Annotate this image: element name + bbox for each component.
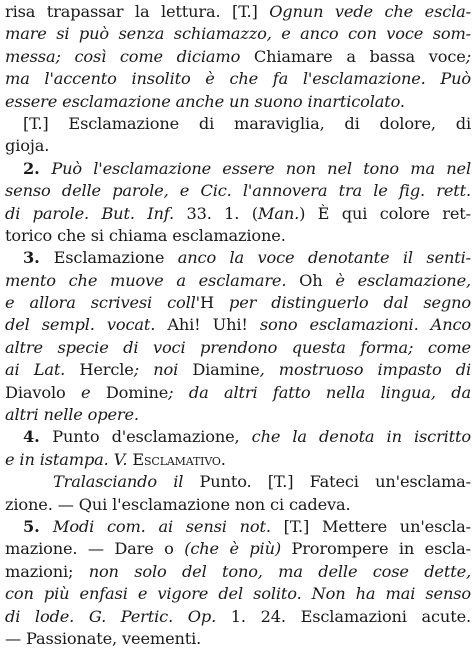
- text-segment: Chiamare a bassa voce: [253, 46, 466, 66]
- text-segment: ) È qui colore ret-: [299, 203, 471, 223]
- text-segment: altri nelle opere.: [5, 405, 139, 425]
- text-segment: è esclamazione,: [322, 270, 471, 290]
- text-line: [5, 337, 471, 359]
- text-line: [5, 91, 471, 113]
- text-segment: torico che si chiama esclamazione.: [5, 225, 286, 245]
- text-line: [5, 270, 471, 292]
- text-line: [5, 23, 471, 45]
- text-segment: ; da altri fatto nella lingua, da: [168, 382, 471, 402]
- text-line: [5, 1, 471, 23]
- text-line: [5, 135, 471, 157]
- text-line: [5, 471, 471, 493]
- text-line: [5, 46, 471, 68]
- text-segment: But. Inf.: [101, 203, 187, 223]
- text-segment: Può l'esclamazione essere non nel tono ma nel: [51, 158, 471, 178]
- text-segment: anco la voce denotante il senti-: [177, 248, 471, 268]
- text-segment: e allora scrivesi coll': [5, 293, 200, 313]
- text-segment: (che è più): [184, 539, 282, 559]
- text-segment: Punto d'esclamazione,: [52, 427, 252, 447]
- text-line: [5, 382, 471, 404]
- text-segment: Esclamativo.: [132, 449, 226, 469]
- text-line: [5, 247, 471, 269]
- text-segment: H: [200, 293, 214, 313]
- text-segment: mazioni;: [5, 561, 89, 581]
- text-segment: 3.: [23, 248, 54, 268]
- text-segment: mento che muove a esclamare.: [5, 270, 300, 290]
- text-segment: , mostruoso impasto di: [259, 360, 471, 380]
- text-segment: 4.: [23, 427, 53, 447]
- text-line: [5, 404, 471, 426]
- text-segment: zione. — Qui l'esclamazione non ci cadeva.: [5, 494, 351, 514]
- text-segment: 2.: [23, 158, 52, 178]
- text-segment: senso delle parole, e Cic. l'annovera tra le fig. rett.: [5, 181, 471, 201]
- text-segment: mazione. — Dare o: [5, 539, 185, 559]
- text-segment: con più enfasi e vigore del solito. Non ha mai senso: [5, 584, 471, 604]
- text-segment: risa trapassar la lettura. [T.]: [5, 2, 270, 21]
- text-line: [5, 449, 471, 471]
- text-line: [5, 583, 471, 605]
- text-line: [5, 203, 471, 225]
- text-segment: [T.] Esclamazione di maraviglia, di dolore, di: [23, 113, 471, 133]
- text-segment: 33. 1. (: [186, 203, 258, 223]
- text-segment: e: [65, 382, 106, 402]
- text-segment: ; noi: [133, 360, 193, 380]
- text-segment: Esclamazione: [53, 248, 178, 268]
- text-segment: Prorompere in escla-: [281, 539, 471, 559]
- text-line: [5, 113, 471, 135]
- text-segment: altre specie di voci prendono questa forma; come: [5, 337, 471, 357]
- text-segment: Man.: [257, 203, 300, 223]
- text-segment: per distinguerlo dal segno: [213, 293, 471, 313]
- text-segment: Hercle: [79, 360, 134, 380]
- text-line: [5, 292, 471, 314]
- text-segment: di lode. G. Pertic. Op.: [5, 606, 231, 626]
- text-segment: mare si può senza schiamazzo, e anco con voce som-: [5, 24, 471, 44]
- text-segment: Diamine: [192, 360, 260, 380]
- text-segment: [T.] Mettere un'escla-: [283, 516, 471, 536]
- text-segment: ai Lat.: [5, 360, 80, 380]
- text-segment: del sempl. vocat.: [5, 315, 168, 335]
- text-segment: gioja.: [5, 136, 50, 156]
- text-line: [5, 561, 471, 583]
- text-line: [5, 516, 471, 538]
- text-segment: Punto. [T.] Fateci un'esclama-: [199, 472, 471, 492]
- text-segment: 5.: [23, 516, 53, 536]
- text-line: [5, 225, 471, 247]
- text-segment: che la denota in iscritto: [251, 427, 471, 447]
- text-segment: ;: [465, 46, 471, 66]
- text-segment: Oh: [299, 270, 323, 290]
- text-line: [5, 538, 471, 560]
- text-segment: di parole.: [5, 203, 102, 223]
- text-segment: 1. 24. Esclamazioni acute.: [230, 606, 471, 626]
- text-segment: e in istampa. V.: [5, 449, 133, 469]
- text-line: [5, 628, 471, 650]
- text-segment: sono esclamazioni. Anco: [259, 315, 471, 335]
- text-segment: essere esclamazione anche un suono inarticolato.: [5, 91, 405, 111]
- text-line: [5, 158, 471, 180]
- text-segment: messa; così come diciamo: [5, 46, 254, 66]
- text-segment: Ahi! Uhi!: [167, 315, 260, 335]
- text-line: [5, 359, 471, 381]
- text-line: [5, 426, 471, 448]
- dictionary-entry-text: [5, 1, 471, 650]
- text-line: [5, 68, 471, 90]
- text-segment: Domine: [105, 382, 169, 402]
- text-line: [5, 494, 471, 516]
- text-segment: Ognun vede che escla-: [269, 2, 471, 21]
- text-segment: ma l'accento insolito è che fa l'esclamazione. Può: [5, 69, 471, 89]
- text-segment: Diavolo: [5, 382, 66, 402]
- text-line: [5, 314, 471, 336]
- text-segment: non solo del tono, ma delle cose dette,: [88, 561, 471, 581]
- text-line: [5, 180, 471, 202]
- text-segment: — Passionate, veementi.: [5, 628, 202, 648]
- text-segment: Modi com. ai sensi not.: [52, 516, 284, 536]
- text-segment: Tralasciando il: [53, 472, 200, 492]
